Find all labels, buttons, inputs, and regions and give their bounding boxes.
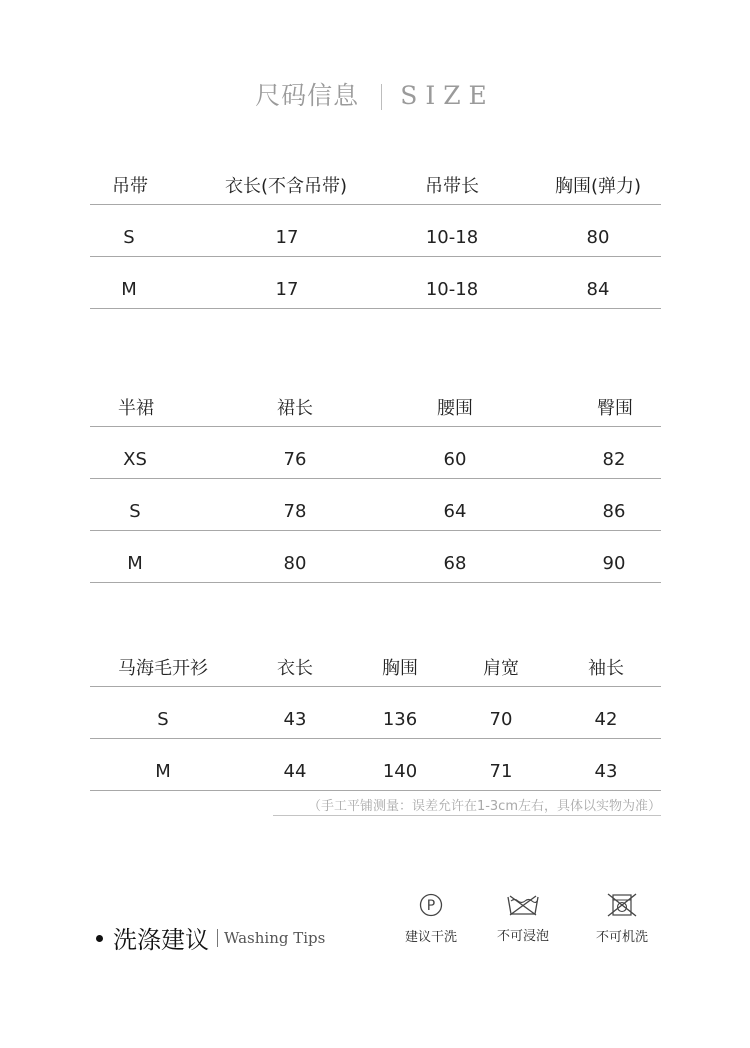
bullet-dot	[96, 935, 103, 942]
washing-tips-heading	[96, 920, 325, 955]
table-row	[90, 205, 661, 257]
table-cell: S	[157, 709, 169, 730]
care-label: 不可浸泡	[496, 929, 549, 944]
svg-text:P: P	[426, 898, 436, 914]
washing-divider	[217, 929, 218, 947]
header-cell: 臀围	[597, 398, 633, 419]
table-cell: 17	[275, 279, 299, 300]
table-cell: M	[127, 553, 143, 574]
table-header-row	[90, 392, 661, 427]
table-cell: M	[121, 279, 137, 300]
no-machine-wash-icon	[606, 892, 638, 918]
table-row	[90, 531, 661, 583]
table-cell: 80	[283, 553, 307, 574]
title-divider	[381, 84, 382, 110]
table-row	[90, 479, 661, 531]
table-cell: 71	[489, 761, 513, 782]
table-header-row	[90, 170, 661, 205]
header-cell: 吊带长	[425, 176, 479, 197]
washing-title-english: Washing Tips	[224, 928, 326, 947]
cardigan-size-table	[90, 652, 661, 791]
table-cell: 80	[586, 227, 610, 248]
header-cell: 马海毛开衫	[118, 658, 208, 679]
washing-title-chinese: 洗涤建议	[113, 926, 209, 954]
header-cell: 腰围	[437, 398, 473, 419]
table-cell: 140	[382, 761, 418, 782]
table-cell: 86	[602, 501, 626, 522]
table-cell: 84	[586, 279, 610, 300]
care-item-no-soak	[478, 893, 568, 944]
header-cell: 肩宽	[483, 658, 519, 679]
header-cell: 裙长	[277, 398, 313, 419]
table-row	[90, 687, 661, 739]
header-cell: 胸围(弹力)	[554, 176, 642, 197]
table-cell: M	[155, 761, 171, 782]
table-cell: 10-18	[425, 227, 479, 248]
no-soak-icon	[506, 893, 540, 917]
table-cell: XS	[123, 449, 147, 470]
table-cell: 10-18	[425, 279, 479, 300]
table-cell: 136	[382, 709, 418, 730]
table-cell: 68	[443, 553, 467, 574]
header-cell: 袖长	[588, 658, 624, 679]
care-item-no-machine-wash	[577, 892, 667, 945]
table-row	[90, 257, 661, 309]
table-header-row	[90, 652, 661, 687]
table-cell: 90	[602, 553, 626, 574]
table-cell: S	[123, 227, 135, 248]
dry-clean-icon	[418, 892, 444, 918]
table-cell: 60	[443, 449, 467, 470]
table-cell: 78	[283, 501, 307, 522]
table-cell: S	[129, 501, 141, 522]
measurement-note: （手工平铺测量：误差允许在1-3cm左右，具体以实物为准）	[273, 795, 661, 816]
table-cell: 44	[283, 761, 307, 782]
page-title	[0, 76, 750, 112]
table-cell: 43	[283, 709, 307, 730]
table-cell: 43	[594, 761, 618, 782]
skirt-size-table	[90, 392, 661, 583]
header-cell: 衣长	[277, 658, 313, 679]
table-cell: 82	[602, 449, 626, 470]
table-cell: 76	[283, 449, 307, 470]
header-cell: 胸围	[382, 658, 418, 679]
table-cell: 64	[443, 501, 467, 522]
table-row	[90, 739, 661, 791]
care-label: 不可机洗	[595, 930, 648, 945]
table-cell: 70	[489, 709, 513, 730]
header-cell: 半裙	[118, 398, 154, 419]
title-chinese: 尺码信息	[255, 81, 360, 110]
title-english: SIZE	[400, 81, 495, 110]
table-cell: 42	[594, 709, 618, 730]
table-cell: 17	[275, 227, 299, 248]
care-item-dry-clean	[386, 892, 476, 945]
header-cell: 衣长(不含吊带)	[224, 176, 348, 197]
header-cell: 吊带	[112, 176, 148, 197]
camisole-size-table	[90, 170, 661, 309]
care-label: 建议干洗	[404, 930, 457, 945]
table-row	[90, 427, 661, 479]
